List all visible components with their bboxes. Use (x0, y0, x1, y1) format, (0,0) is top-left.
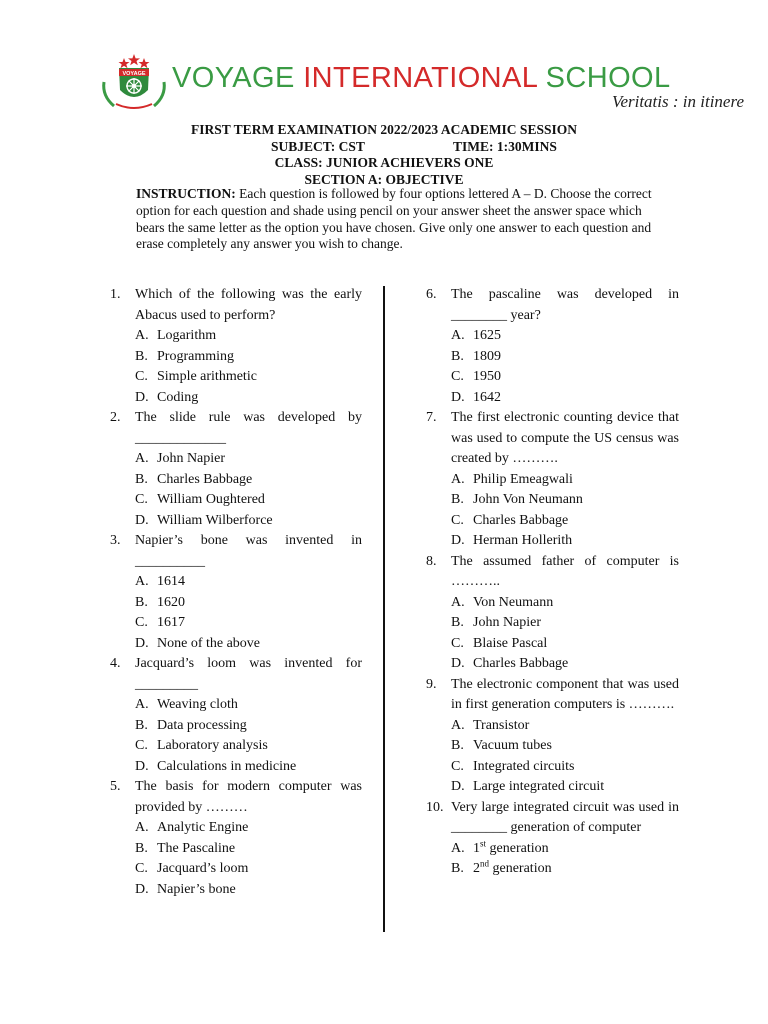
option-letter: B. (451, 738, 464, 753)
option-item (110, 449, 362, 470)
option-text: 1617 (157, 615, 185, 630)
question-8 (426, 552, 679, 593)
option-text: William Oughtered (157, 492, 265, 507)
exam-section: SECTION A: OBJECTIVE (304, 171, 464, 187)
option-letter: D. (135, 758, 149, 774)
option-item (110, 736, 362, 757)
option-letter: B. (451, 615, 464, 630)
school-name-international: INTERNATIONAL (303, 62, 546, 94)
question-number: 5. (110, 779, 121, 794)
option-item (426, 634, 679, 655)
question-number: 9. (426, 676, 437, 692)
option-item (426, 388, 679, 409)
question-text: The assumed father of computer is ……….. (451, 553, 679, 589)
option-text: None of the above (157, 635, 261, 651)
option-letter: A. (451, 717, 465, 733)
option-text: Blaise Pascal (473, 635, 548, 651)
option-letter: B. (135, 840, 148, 856)
option-text: John Napier (473, 615, 542, 630)
option-letter: C. (451, 512, 464, 528)
option-text: 1642 (473, 389, 501, 405)
option-item (426, 367, 679, 388)
option-item (110, 859, 362, 880)
option-item (426, 839, 679, 860)
option-letter: D. (451, 389, 465, 405)
option-letter: D. (135, 389, 149, 405)
option-item (426, 490, 679, 511)
option-letter: A. (451, 328, 465, 343)
option-letter: C. (451, 369, 464, 384)
option-text: Herman Hollerith (473, 533, 573, 548)
option-text: Jacquard’s loom (157, 861, 249, 876)
option-item (110, 470, 362, 491)
option-item (426, 531, 679, 552)
questions-right-column (426, 285, 679, 880)
option-letter: A. (135, 574, 149, 589)
option-item (426, 593, 679, 614)
option-text: 1625 (473, 328, 501, 343)
option-item (110, 839, 362, 860)
option-item (110, 572, 362, 593)
option-letter: C. (135, 861, 148, 876)
school-name (172, 64, 671, 93)
option-letter: B. (451, 492, 464, 507)
option-text: 1st generation (473, 837, 549, 856)
option-text: 1614 (157, 574, 185, 589)
option-item (110, 716, 362, 737)
option-item (110, 757, 362, 778)
option-text: Data processing (157, 717, 247, 733)
option-letter: B. (451, 861, 464, 876)
option-text: Von Neumann (473, 594, 554, 610)
option-text: 1809 (473, 348, 501, 364)
option-item (110, 818, 362, 839)
option-text: Coding (157, 389, 199, 405)
option-letter: A. (451, 594, 465, 610)
option-text: Transistor (473, 717, 530, 733)
option-text: Integrated circuits (473, 758, 575, 774)
option-letter: D. (451, 656, 465, 671)
question-text: The basis for modern computer was provided by ……… (135, 779, 362, 815)
option-text: William Wilberforce (157, 512, 273, 528)
option-letter: C. (135, 615, 148, 630)
question-text: Jacquard’s loom was invented for _________ (135, 656, 362, 692)
instruction-paragraph (136, 186, 666, 253)
school-name-school: SCHOOL (545, 62, 671, 94)
option-item (426, 654, 679, 675)
column-divider (383, 286, 385, 932)
question-5 (110, 777, 362, 818)
question-number: 3. (110, 533, 121, 548)
option-item (426, 716, 679, 737)
option-item (110, 511, 362, 532)
question-text: Which of the following was the early Abacus used to perform? (135, 287, 362, 323)
question-number: 8. (426, 553, 437, 569)
question-number: 4. (110, 656, 121, 671)
question-number: 6. (426, 287, 437, 302)
option-item (110, 613, 362, 634)
option-letter: D. (451, 779, 465, 794)
question-1 (110, 285, 362, 326)
option-text: Simple arithmetic (157, 369, 257, 384)
option-text: Analytic Engine (157, 820, 249, 835)
option-letter: C. (451, 758, 464, 774)
star-icon (139, 58, 150, 68)
exam-title: FIRST TERM EXAMINATION 2022/2023 ACADEMIC SESSION (191, 122, 577, 137)
option-item (426, 757, 679, 778)
option-text: 2nd generation (473, 858, 552, 876)
option-letter: A. (135, 697, 149, 712)
option-text: 1620 (157, 594, 185, 610)
instruction-label: INSTRUCTION: (136, 186, 236, 201)
question-text: Napier’s bone was invented in __________ (135, 533, 362, 569)
option-item (110, 695, 362, 716)
option-letter: D. (135, 512, 149, 528)
option-text: Large integrated circuit (473, 779, 605, 794)
option-item (110, 326, 362, 347)
option-item (426, 777, 679, 798)
star-icon (128, 54, 140, 65)
option-item (110, 880, 362, 901)
option-letter: B. (135, 594, 148, 610)
option-letter: B. (451, 348, 464, 364)
option-text: John Napier (157, 451, 226, 466)
question-text: Very large integrated circuit was used in ________ generation of computer (451, 799, 679, 835)
option-item (110, 634, 362, 655)
option-text: Vacuum tubes (473, 738, 552, 753)
exam-subject: SUBJECT: CST (271, 138, 365, 154)
option-letter: D. (451, 533, 465, 548)
question-2 (110, 408, 362, 449)
question-text: The slide rule was developed by _____________ (135, 410, 362, 446)
question-text: The electronic component that was used in first generation computers is ………. (451, 676, 679, 712)
option-text: Philip Emeagwali (473, 471, 573, 487)
option-text: Weaving cloth (157, 697, 238, 712)
option-item (110, 347, 362, 368)
question-text: The first electronic counting device that was used to compute the US census was created by ………. (451, 410, 679, 466)
question-text: The pascaline was developed in ________ year? (451, 287, 679, 323)
school-header (100, 52, 760, 114)
option-item (426, 859, 679, 880)
option-letter: C. (135, 369, 148, 384)
option-text: Logarithm (157, 328, 217, 343)
question-number: 2. (110, 410, 121, 425)
option-letter: B. (135, 471, 148, 487)
option-letter: A. (135, 328, 149, 343)
instruction-text: Each question is followed by four options lettered A – D. Choose the correct option for each question and shade using pencil on your answer sheet the answer space which bears the same letter as the option you have chosen. Give only one answer to each question and erase completely any answer you wish to change. (136, 186, 652, 252)
option-item (426, 613, 679, 634)
option-letter: D. (135, 635, 149, 651)
option-item (426, 470, 679, 491)
option-letter: B. (135, 717, 148, 733)
option-letter: C. (135, 738, 148, 753)
option-letter: C. (451, 635, 464, 651)
exam-time: TIME: 1:30MINS (453, 138, 557, 154)
option-letter: A. (451, 840, 465, 856)
option-item (426, 736, 679, 757)
exam-heading (0, 122, 768, 188)
option-item (426, 347, 679, 368)
option-text: Charles Babbage (157, 471, 253, 487)
option-text: Charles Babbage (473, 512, 569, 528)
question-10 (426, 798, 679, 839)
option-item (110, 388, 362, 409)
option-item (426, 511, 679, 532)
option-text: Laboratory analysis (157, 738, 268, 753)
question-6 (426, 285, 679, 326)
option-text: Calculations in medicine (157, 758, 297, 774)
option-letter: C. (135, 492, 148, 507)
option-item (110, 593, 362, 614)
option-text: Charles Babbage (473, 656, 569, 671)
option-text: The Pascaline (157, 840, 236, 856)
question-4 (110, 654, 362, 695)
option-letter: A. (135, 820, 149, 835)
option-text: 1950 (473, 369, 501, 384)
subject-time-line (0, 139, 768, 156)
exam-class: CLASS: JUNIOR ACHIEVERS ONE (274, 155, 494, 170)
option-item (110, 490, 362, 511)
question-3 (110, 531, 362, 572)
question-number: 10. (426, 799, 444, 815)
option-letter: B. (135, 348, 148, 364)
option-text: Napier’s bone (157, 881, 236, 897)
school-name-voyage: VOYAGE (172, 62, 304, 94)
question-7 (426, 408, 679, 470)
option-text: Programming (157, 348, 234, 364)
school-logo (100, 52, 168, 112)
option-letter: D. (135, 881, 149, 897)
school-motto: Veritatis : in itinere (611, 92, 744, 111)
option-item (426, 326, 679, 347)
question-number: 1. (110, 287, 121, 302)
option-letter: A. (451, 471, 465, 487)
option-letter: A. (135, 451, 149, 466)
question-9 (426, 675, 679, 716)
questions-left-column (110, 285, 362, 900)
option-text: John Von Neumann (473, 492, 583, 507)
option-item (110, 367, 362, 388)
star-icon (119, 58, 130, 68)
svg-text:VOYAGE: VOYAGE (122, 71, 146, 77)
question-number: 7. (426, 410, 437, 425)
